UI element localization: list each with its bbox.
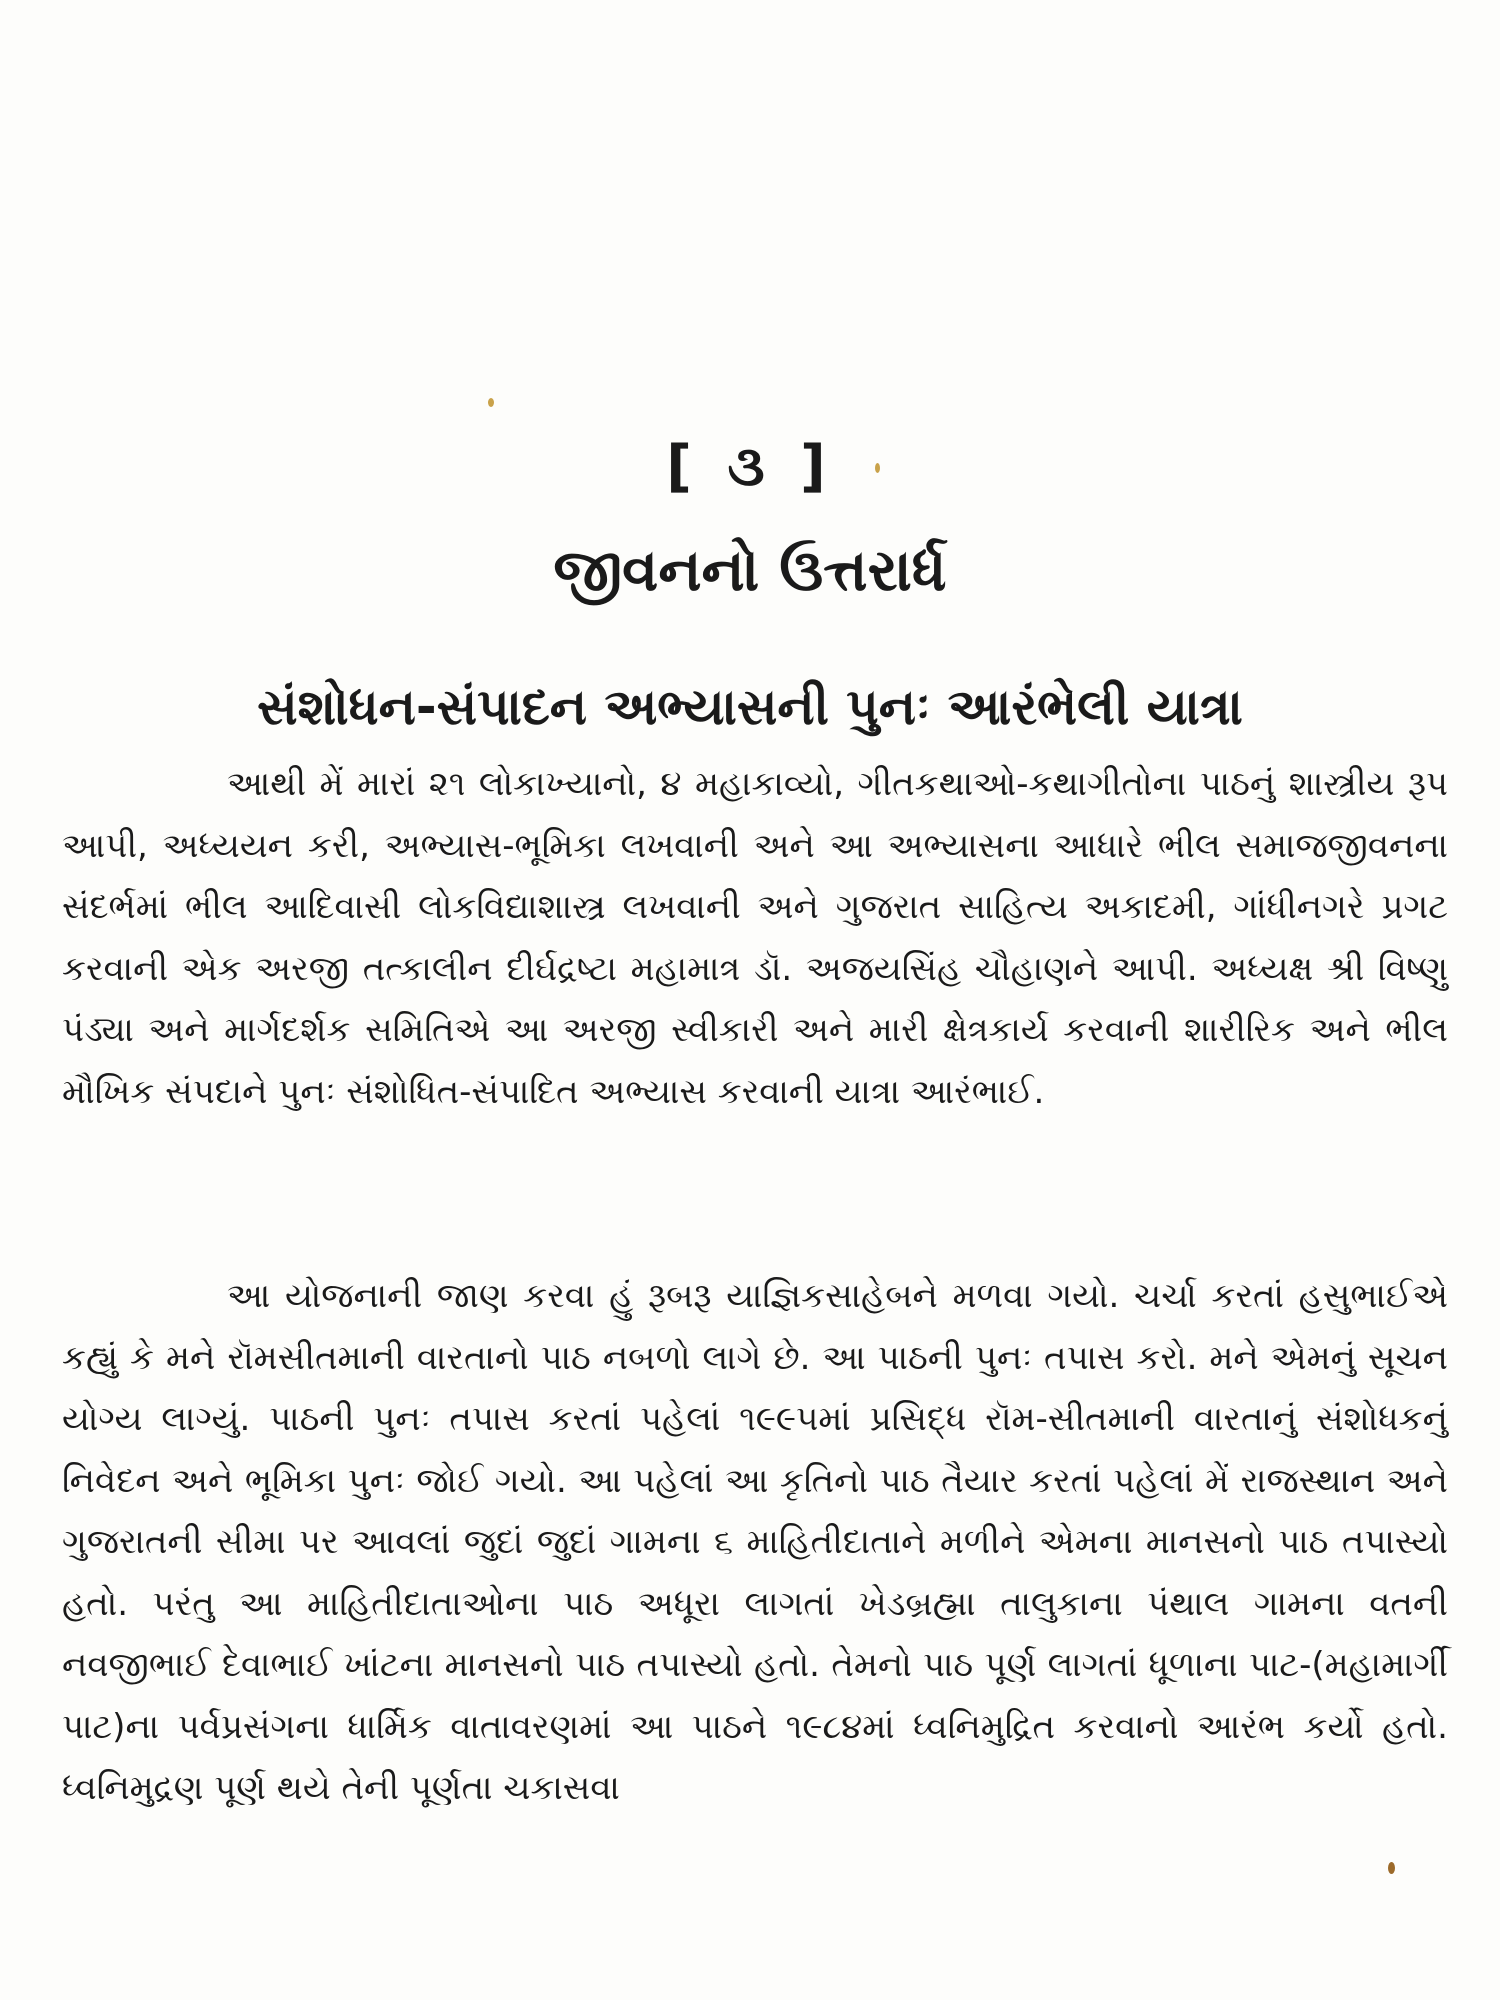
body-paragraph: આથી મેં મારાં ૨૧ લોકાખ્યાનો, ૪ મહાકાવ્યો, ગીતકથાઓ-કથાગીતોના પાઠનું શાસ્ત્રીય રૂપ આપી, અધ્યયન કરી, અભ્યાસ-ભૂમિકા લખવાની અને આ અભ્યાસના આધારે ભીલ સમાજજીવનના સંદર્ભમાં ભીલ આદિવાસી લોકવિદ્યાશાસ્ત્ર લખવાની અને ગુજરાત સાહિત્ય અકાદમી, ગાંધીનગરે પ્રગટ કરવાની એક અરજી તત્કાલીન દીર્ઘદ્રષ્ટા મહામાત્ર ડૉ. અજયસિંહ ચૌહાણને આપી. અધ્યક્ષ શ્રી વિષ્ણુ પંડ્યા અને માર્ગદર્શક સમિતિએ આ અરજી સ્વીકારી અને મારી ક્ષેત્રકાર્ય કરવાની શારીરિક અને ભીલ મૌખિક સંપદાને પુનઃ સંશોધિત-સંપાદિત અભ્યાસ કરવાની યાત્રા આરંભાઈ. <box>62 764 1448 1112</box>
paper-speck <box>488 398 494 407</box>
body-paragraph: આ યોજનાની જાણ કરવા હું રૂબરૂ યાજ્ઞિકસાહેબને મળવા ગયો. ચર્ચા કરતાં હસુભાઈએ કહ્યું કે મને રૉમસીતમાની વારતાનો પાઠ નબળો લાગે છે. આ પાઠની પુનઃ તપાસ કરો. મને એમનું સૂચન યોગ્ય લાગ્યું. પાઠની પુનઃ તપાસ કરતાં પહેલાં ૧૯૯૫માં પ્રસિદ્ધ રૉમ-સીતમાની વારતાનું સંશોધકનું નિવેદન અને ભૂમિકા પુનઃ જોઈ ગયો. આ પહેલાં આ કૃતિનો પાઠ તૈયાર કરતાં પહેલાં મેં રાજસ્થાન અને ગુજરાતની સીમા પર આવલાં જુદાં જુદાં ગામના ૬ માહિતીદાતાને મળીને એમના માનસનો પાઠ તપાસ્યો હતો. પરંતુ આ માહિતીદાતાઓના પાઠ અધૂરા લાગતાં ખેડબ્રહ્મા તાલુકાના પંથાલ ગામના વતની નવજીભાઈ દેવાભાઈ ખાંટના માનસનો પાઠ તપાસ્યો હતો. તેમનો પાઠ પૂર્ણ લાગતાં ધૂળાના પાટ-(મહામાર્ગી પાટ)ના પર્વપ્રસંગના ધાર્મિક વાતાવરણમાં આ પાઠને ૧૯૮૪માં ધ્વનિમુદ્રિત કરવાનો આરંભ કર્યો હતો. ધ્વનિમુદ્રણ પૂર્ણ થયે તેની પૂર્ણતા ચકાસવા <box>62 1276 1448 1808</box>
chapter-title: જીવનનો ઉત્તરાર્ધ <box>553 536 947 604</box>
chapter-number: [ ૩ ] <box>666 434 834 499</box>
section-heading: સંશોધન-સંપાદન અભ્યાસની પુનઃ આરંભેલી યાત્રા <box>257 678 1243 736</box>
paper-speck <box>1388 1862 1395 1874</box>
